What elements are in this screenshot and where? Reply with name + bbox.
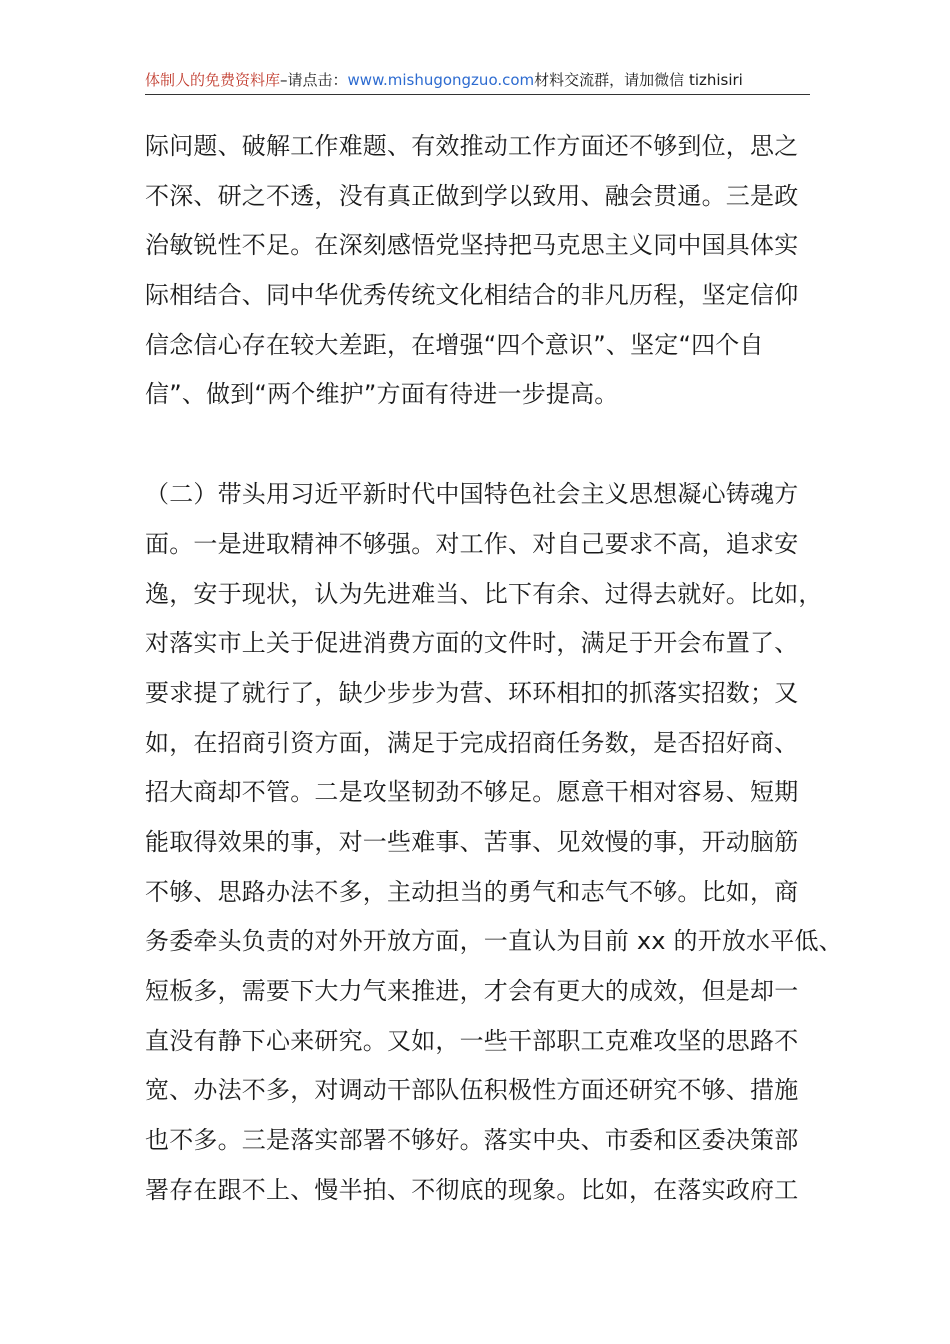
text-line: 署存在跟不上、慢半拍、不彻底的现象。比如，在落实政府工 xyxy=(145,1175,799,1204)
text-line: 短板多，需要下大力气来推进，才会有更大的成效，但是却一 xyxy=(145,977,799,1005)
text-line: 招大商却不管。二是攻坚韧劲不够足。愿意干相对容易、短期 xyxy=(145,778,799,807)
text-line: 逸，安于现状，认为先进难当、比下有余、过得去就好。比如， xyxy=(145,579,823,608)
text-line: 面。一是进取精神不够强。对工作、对自己要求不高，追求安 xyxy=(145,529,799,558)
text-line: 要求提了就行了，缺少步步为营、环环相扣的抓落实招数；又 xyxy=(145,678,799,707)
text-line: 如，在招商引资方面，满足于完成招商任务数，是否招好商、 xyxy=(145,728,799,757)
header-link[interactable]: www.mishugongzuo.com xyxy=(347,71,535,89)
text-line: 也不多。三是落实部署不够好。落实中央、市委和区委决策部 xyxy=(145,1126,799,1155)
header-prompt: –请点击： xyxy=(280,71,348,89)
text-line: 务委牵头负责的对外开放方面，一直认为目前 xx 的开放水平低、 xyxy=(145,927,843,956)
text-line: 际问题、破解工作难题、有效推动工作方面还不够到位，思之 xyxy=(145,132,799,160)
text-line: 治敏锐性不足。在深刻感悟党坚持把马克思主义同中国具体实 xyxy=(145,231,799,260)
text-line: 不够、思路办法不多，主动担当的勇气和志气不够。比如，商 xyxy=(145,877,799,906)
document-body xyxy=(145,122,843,1215)
text-line: 对落实市上关于促进消费方面的文件时，满足于开会布置了、 xyxy=(145,629,799,658)
paragraph xyxy=(145,470,843,1215)
text-line: 际相结合、同中华优秀传统文化相结合的非凡历程，坚定信仰 xyxy=(145,281,799,310)
text-line: 不深、研之不透，没有真正做到学以致用、融会贯通。三是政 xyxy=(145,181,799,210)
page-header xyxy=(145,66,810,95)
text-line: 信”、做到“两个维护”方面有待进一步提高。 xyxy=(145,380,619,409)
header-brand[interactable]: 体制人的免费资料库 xyxy=(145,71,281,89)
paragraph-spacer xyxy=(145,420,815,470)
section-heading-line: （二）带头用习近平新时代中国特色社会主义思想凝心铸魂方 xyxy=(145,480,799,509)
text-line: 信念信心存在较大差距，在增强“四个意识”、坚定“四个自 xyxy=(145,330,764,359)
paragraph xyxy=(145,122,815,420)
text-line: 宽、办法不多，对调动干部队伍积极性方面还研究不够、措施 xyxy=(145,1076,799,1105)
header-contact: 材料交流群，请加微信 tizhisiri xyxy=(534,71,743,89)
text-line: 能取得效果的事，对一些难事、苦事、见效慢的事，开动脑筋 xyxy=(145,827,799,856)
text-line: 直没有静下心来研究。又如，一些干部职工克难攻坚的思路不 xyxy=(145,1026,799,1055)
